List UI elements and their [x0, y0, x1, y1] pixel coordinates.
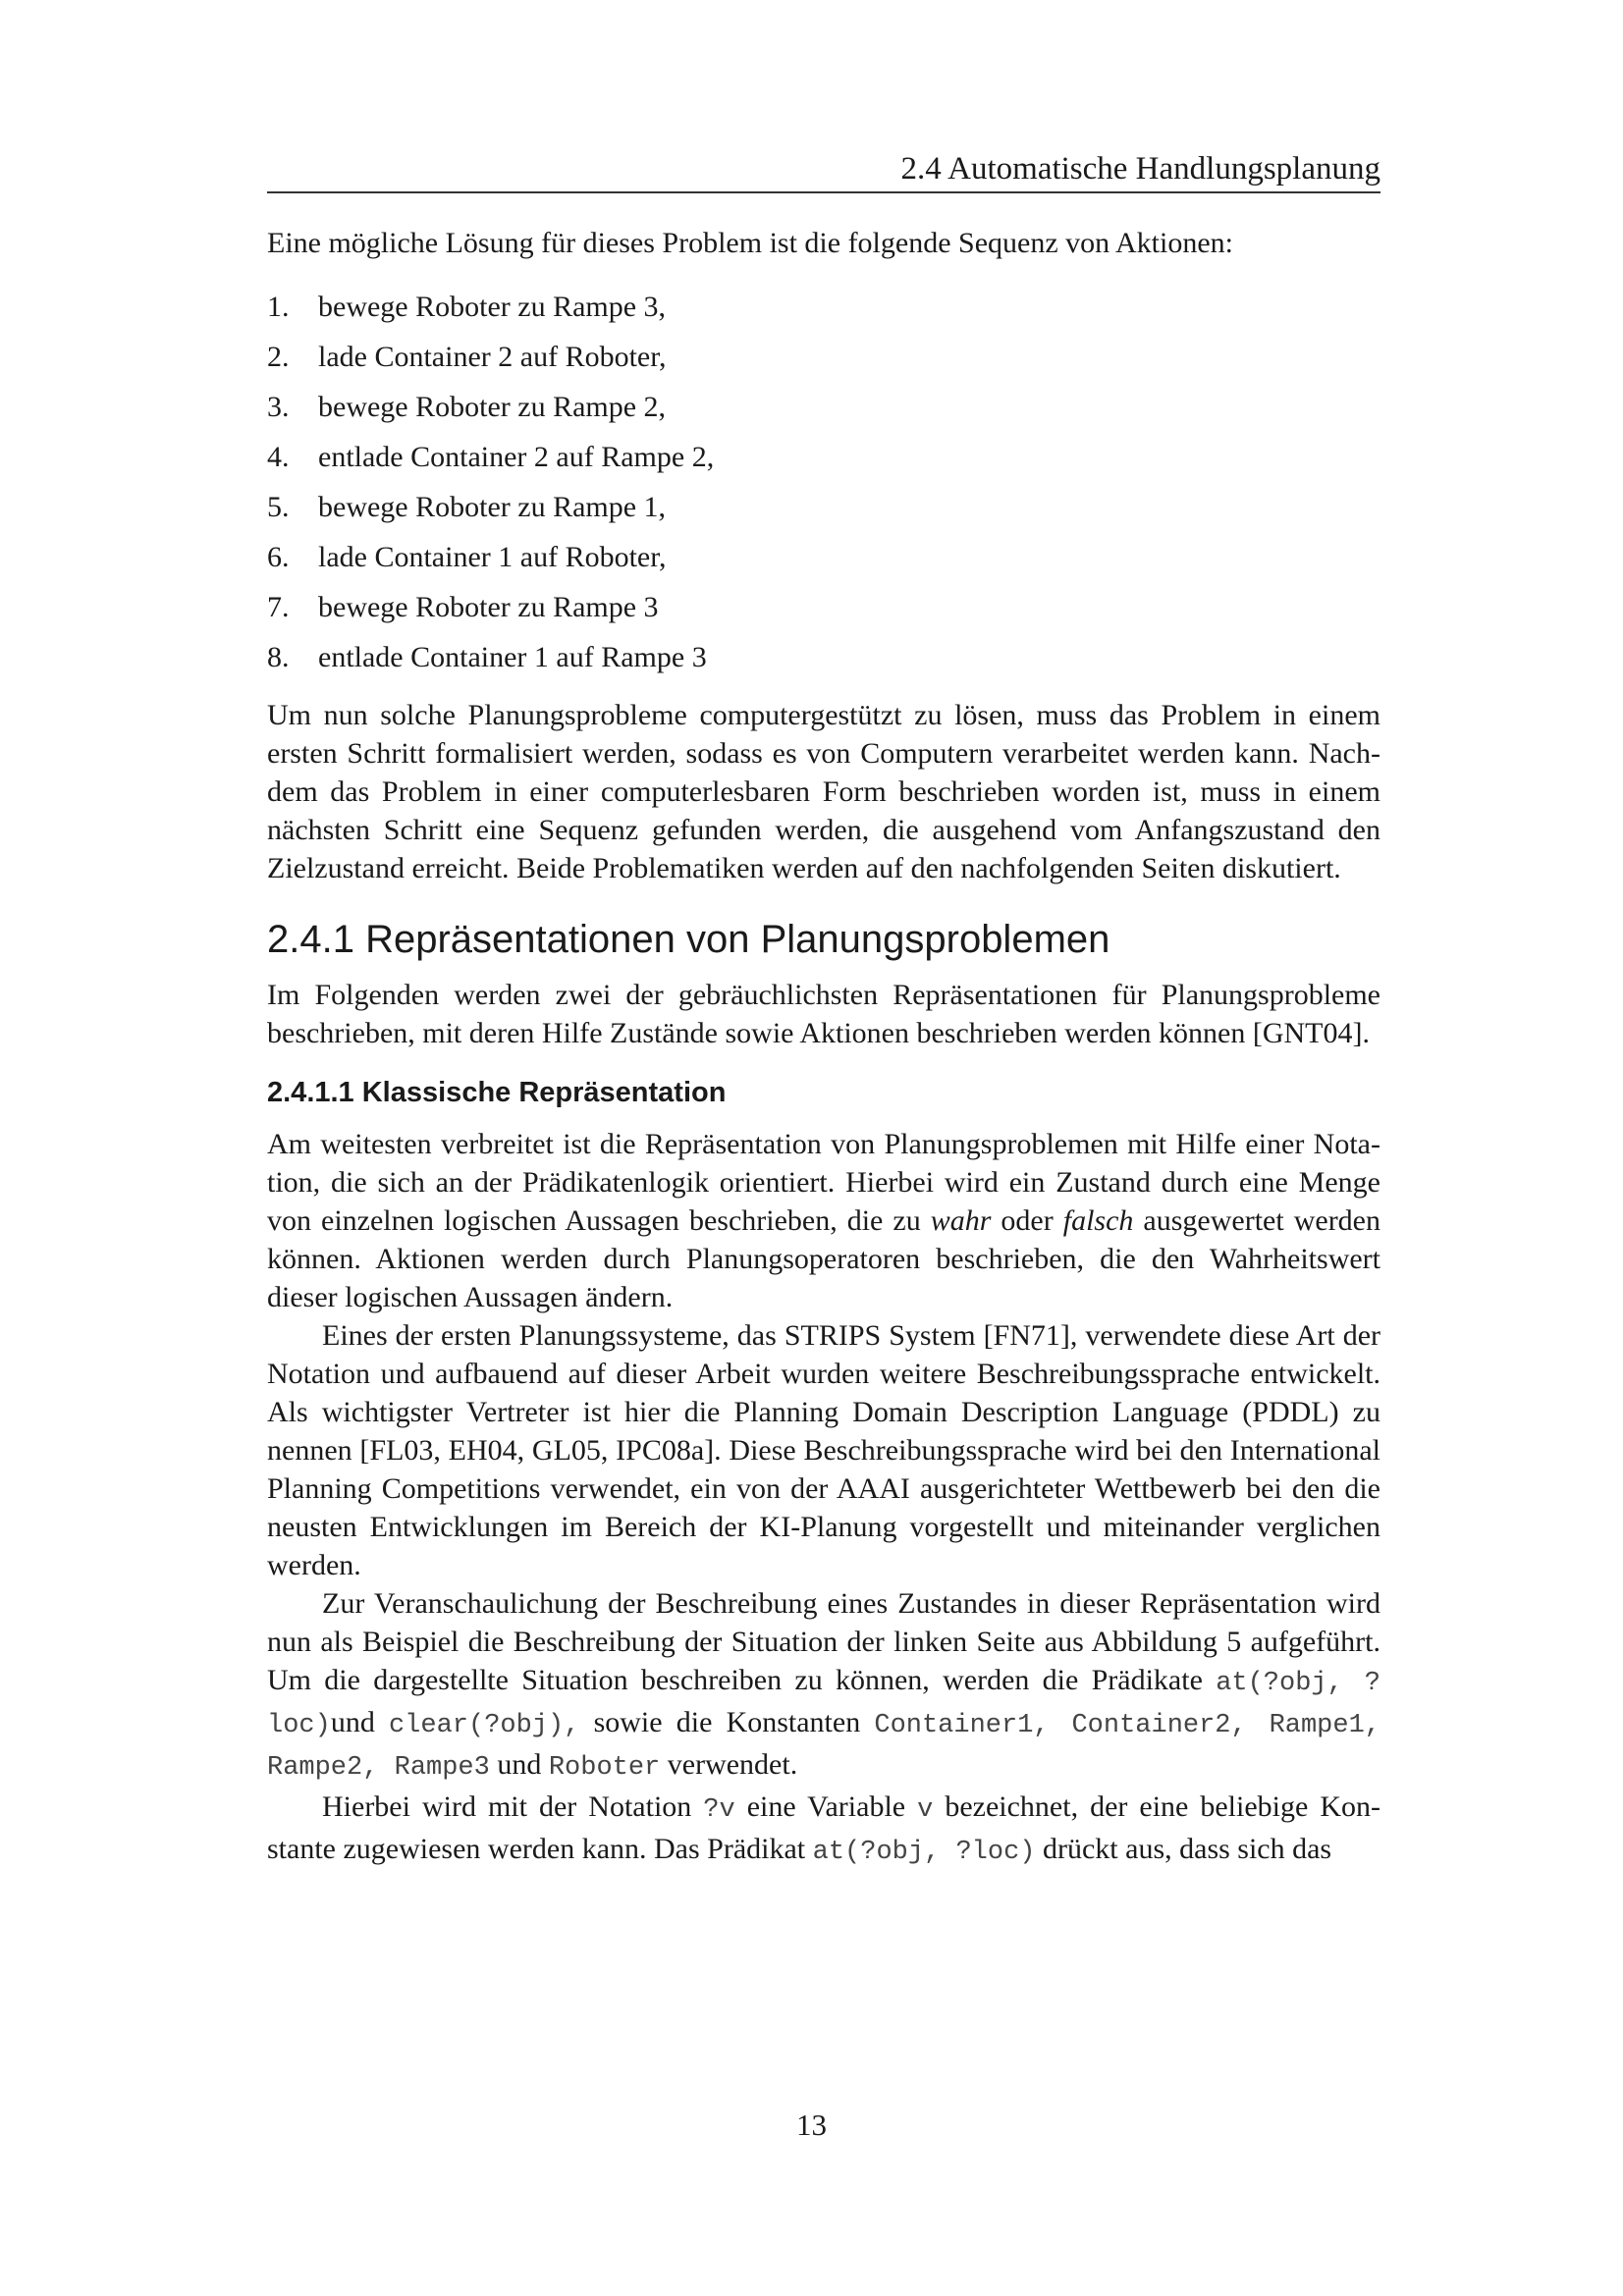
text-run: drückt aus, dass sich das — [1035, 1833, 1332, 1865]
list-number: 7. — [267, 591, 290, 623]
code-constant: Roboter — [548, 1753, 661, 1783]
list-text: entlade Container 1 auf Rampe 3 — [318, 641, 707, 673]
list-number: 4. — [267, 441, 290, 473]
subsection-paragraph-4 — [267, 1788, 1380, 1872]
list-item — [267, 382, 1380, 432]
text-run: verwendet. — [660, 1748, 798, 1781]
subsection-paragraph-3 — [267, 1584, 1380, 1788]
code-predicate: at(?obj, ?loc) — [267, 1669, 1380, 1740]
intro-paragraph: Eine mögliche Lösung für dieses Problem ist die folgende Sequenz von Aktionen: — [267, 227, 1233, 259]
body-paragraph: Um nun solche Planungsprobleme computergestützt zu lösen, muss das Problem in einem ersten Schritt formalisiert werden, sodass es von Computern verarbeitet werden kann. Nachdem das Problem in einer computerlesbaren Form beschrieben worden ist, muss in einem nächsten Schritt eine Sequenz gefunden werden, die ausgehend vom Anfangszustand den Zielzustand erreicht. Beide Problematiken werden auf den nachfolgenden Seiten diskutiert. — [267, 699, 1380, 884]
subsection-paragraph-2: Eines der ersten Planungssysteme, das STRIPS System [FN71], verwendete diese Art der Notation und aufbauend auf dieser Arbeit wurden weitere Beschreibungssprache entwickelt. Als wichtigster Vertreter ist hier die Planning Domain Description Language (PDDL) zu nennen [FL03, EH04, GL05, IPC08a]. Diese Beschreibungssprache wird bei den International Planning Competitions verwendet, ein von der AAAI ausgerichteter Wettbewerb bei den die neusten Entwicklungen im Bereich der KI-Planung vorgestellt und miteinander verglichen werden. — [267, 1319, 1380, 1581]
list-text: entlade Container 2 auf Rampe 2, — [318, 441, 715, 473]
text-run: Hierbei wird mit der Notation — [322, 1790, 704, 1823]
subsection-heading: 2.4.1.1 Klassische Repräsentation — [267, 1077, 727, 1108]
text-run: sowie die Konstanten — [579, 1706, 875, 1738]
list-text: lade Container 2 auf Roboter, — [318, 341, 667, 373]
list-item — [267, 532, 1380, 582]
text-run: Zur Veranschaulichung der Beschreibung eines Zustandes in dieser Repräsentation wird nun als Beispiel die Beschreibung der Situation der linken Seite aus Abbildung 5 aufgeführt. Um die dargestellte Situation beschreiben zu können, werden die Prädikate — [267, 1587, 1380, 1696]
section-paragraph: Im Folgenden werden zwei der gebräuchlichsten Repräsentationen für Planungsprobleme beschrieben, mit deren Hilfe Zustände sowie Aktionen beschrieben werden können [GNT04]. — [267, 979, 1380, 1049]
code-constants: Rampe2, Rampe3 — [267, 1753, 490, 1783]
code-variable: ?v — [703, 1795, 735, 1825]
text-run: Am weitesten verbreitet ist die Repräsentation von Planungsproblemen mit Hilfe einer Notation, die sich an der Prädikatenlogik orientiert. Hierbei wird ein Zustand durch eine Menge von einzelnen logischen Aussagen beschrieben, die zu — [267, 1128, 1380, 1237]
emphasis: falsch — [1062, 1204, 1134, 1237]
list-number: 5. — [267, 491, 290, 523]
text-run: ausgewertet werden können. Aktionen werden durch Planungsoperatoren beschrieben, die den Wahrheitswert dieser logischen Aussagen ändern. — [267, 1204, 1380, 1313]
text-run: oder — [991, 1204, 1063, 1237]
code-constants: Container1, Container2, Rampe1, — [874, 1711, 1380, 1740]
list-number: 3. — [267, 391, 290, 423]
subsection-paragraph-1 — [267, 1125, 1380, 1316]
running-header: 2.4 Automatische Handlungsplanung — [900, 151, 1380, 187]
text-run: eine Variable — [734, 1790, 918, 1823]
text-run: bezeichnet, der eine beliebige Konstante zugewiesen werden kann. Das Prädikat — [267, 1790, 1380, 1865]
emphasis: wahr — [930, 1204, 992, 1237]
list-text: bewege Roboter zu Rampe 3, — [318, 291, 667, 323]
list-number: 2. — [267, 341, 290, 373]
list-text: lade Container 1 auf Roboter, — [318, 541, 667, 573]
list-text: bewege Roboter zu Rampe 1, — [318, 491, 667, 523]
code-predicate: at(?obj, ?loc) — [812, 1838, 1036, 1867]
list-item — [267, 632, 1380, 682]
section-heading: 2.4.1 Repräsentationen von Planungsproblemen — [267, 918, 1110, 961]
list-text: bewege Roboter zu Rampe 2, — [318, 391, 667, 423]
code-variable: v — [917, 1795, 934, 1825]
action-sequence-list — [267, 282, 1380, 682]
page-number: 13 — [796, 2108, 827, 2142]
code-predicate: clear(?obj), — [388, 1711, 580, 1740]
header-rule — [267, 191, 1380, 193]
list-item — [267, 432, 1380, 482]
list-text: bewege Roboter zu Rampe 3 — [318, 591, 659, 623]
list-number: 1. — [267, 291, 290, 323]
list-item — [267, 482, 1380, 532]
list-item — [267, 332, 1380, 382]
text-run: und — [489, 1748, 549, 1781]
list-number: 8. — [267, 641, 290, 673]
text-run: und — [330, 1706, 389, 1738]
list-item — [267, 282, 1380, 332]
page-body — [267, 224, 1380, 1872]
list-number: 6. — [267, 541, 290, 573]
list-item — [267, 582, 1380, 632]
